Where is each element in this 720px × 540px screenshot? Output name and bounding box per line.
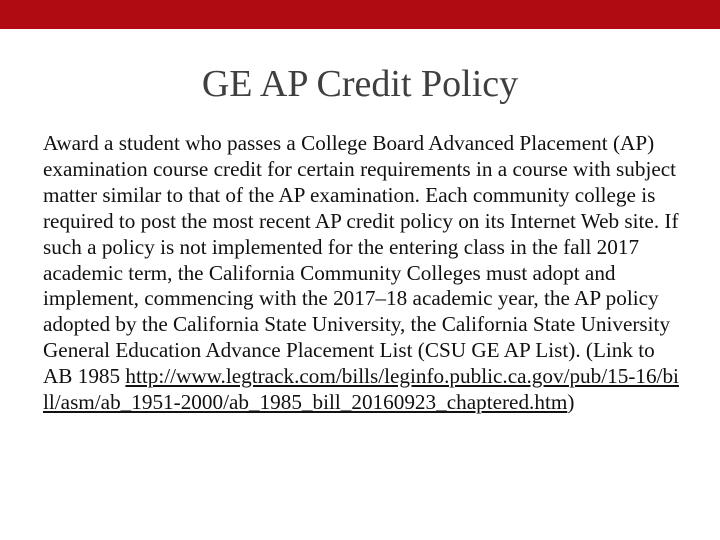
top-accent-bar (0, 0, 720, 29)
closing-paren: ) (567, 390, 575, 415)
slide-title: GE AP Credit Policy (201, 63, 519, 105)
ab-1985-link[interactable]: http://www.legtrack.com/bills/leginfo.public.ca.gov/pub/15-16/bill/asm/ab_1951-2000/ab_1985_bill_20160923_chaptered.htm (43, 364, 679, 415)
slide-body (43, 131, 683, 416)
body-paragraph: Award a student who passes a College Board Advanced Placement (AP) examination course credit for certain requirements in a course with subject matter similar to that of the AP examination. Each community college is required to post the most recent AP credit policy on its Internet Web site. If such a policy is not implemented for the entering class in the fall 2017 academic term, the California Community Colleges must adopt and implement, commencing with the 2017–18 academic year, the AP policy adopted by the California State University, the California State University General Education Advance Placement List (CSU GE AP List). (Link to AB 1985 (43, 131, 679, 389)
